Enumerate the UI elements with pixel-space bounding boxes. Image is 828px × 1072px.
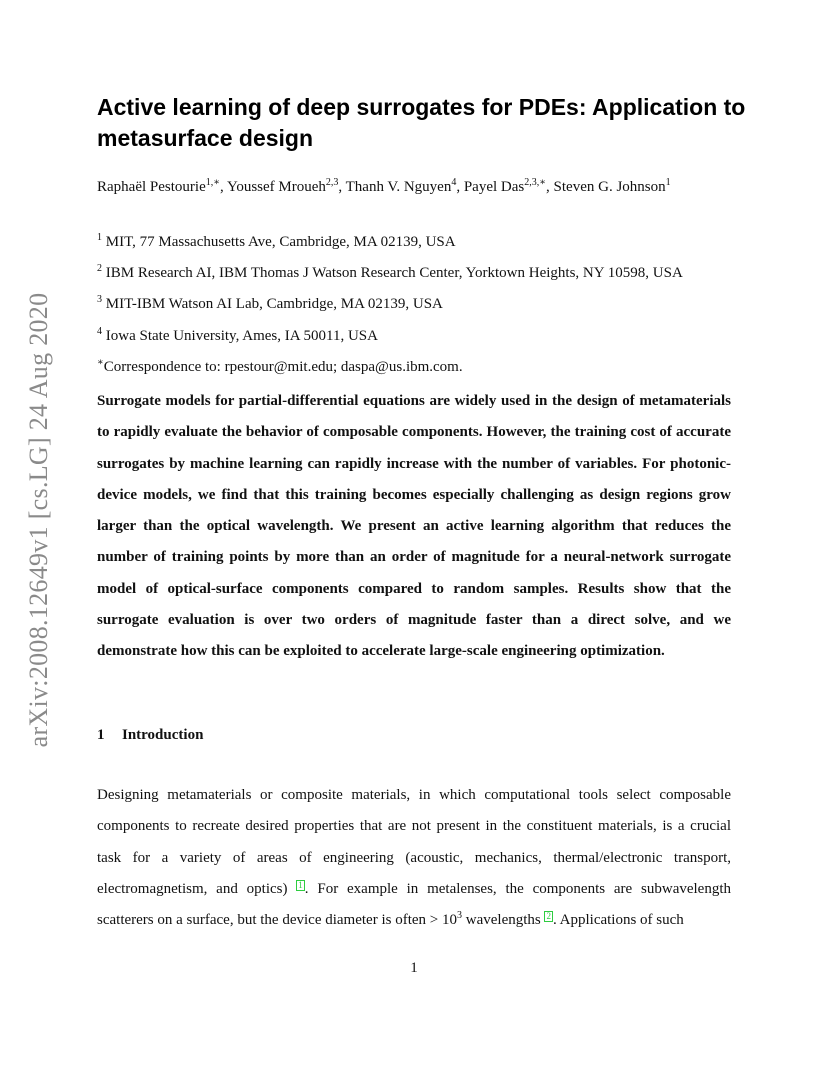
author: Raphaël Pestourie$^{1,∗}$, <box>97 177 227 195</box>
arxiv-watermark <box>25 280 53 760</box>
body-paragraph: Designing metamaterials or composite materials, in which computational tools select composable components to recreate desired properties that are not present in the constituent materials, is a crucial task for a variety of areas of engineering (acoustic, mechanics, thermal/electronic transport, electromagnetism, and optics) 1 . For example in metalenses, the components are subwavelength scatterers on a surface, but the device diameter is often > $10^3$ wavelengths 2 . Applications of such <box>97 787 731 929</box>
author-list <box>97 177 757 197</box>
author: Steven G. Johnson$^1$ <box>553 177 671 195</box>
section-heading <box>97 725 203 745</box>
abstract: Surrogate models for partial-differential equations are widely used in the design of metamaterials to rapidly evaluate the behavior of composable components. However, the training cost of accurate surrogates by machine learning can rapidly increase with the number of variables. For photonic-device models, we find that this training becomes especially challenging as design regions grow larger than the optical wavelength. We present an active learning algorithm that reduces the number of training points by more than an order of magnitude for a neural-network surrogate model of optical-surface components compared to random samples. Results show that the surrogate evaluation is over two orders of magnitude faster than a direct solve, and we demonstrate how this can be exploited to accelerate large-scale engineering optimization. <box>97 393 731 660</box>
citation-link[interactable]: 1 <box>298 879 303 890</box>
affiliation: $^3$ MIT-IBM Watson AI Lab, Cambridge, MA 02139, USA <box>97 294 443 312</box>
section-number: 1 <box>97 727 105 743</box>
author: Thanh V. Nguyen$^4$, <box>345 177 464 195</box>
section-title: Introduction <box>122 727 204 743</box>
paper-title: Active learning of deep surrogates for PDEs: Application to metasurface design <box>97 94 746 151</box>
math-inline: > $10^3$ <box>429 910 462 929</box>
correspondence: ∗Correspondence to: rpestour@mit.edu; daspa@us.ibm.com. <box>97 357 463 375</box>
arxiv-id: arXiv:2008.12649v1 [cs.LG] 24 Aug 2020 <box>24 292 53 748</box>
page-number: 1 <box>410 960 418 976</box>
citation-link[interactable]: 2 <box>546 911 551 922</box>
affiliation: $^4$ Iowa State University, Ames, IA 50011, USA <box>97 326 378 344</box>
author: Payel Das$^{2,3,∗}$, <box>463 177 554 195</box>
affiliation: $^2$ IBM Research AI, IBM Thomas J Watson Research Center, Yorktown Heights, NY 10598, USA <box>97 263 683 281</box>
affiliation: $^1$ MIT, 77 Massachusetts Ave, Cambridge, MA 02139, USA <box>97 232 456 250</box>
author: Youssef Mroueh$^{2,3}$, <box>226 177 346 195</box>
